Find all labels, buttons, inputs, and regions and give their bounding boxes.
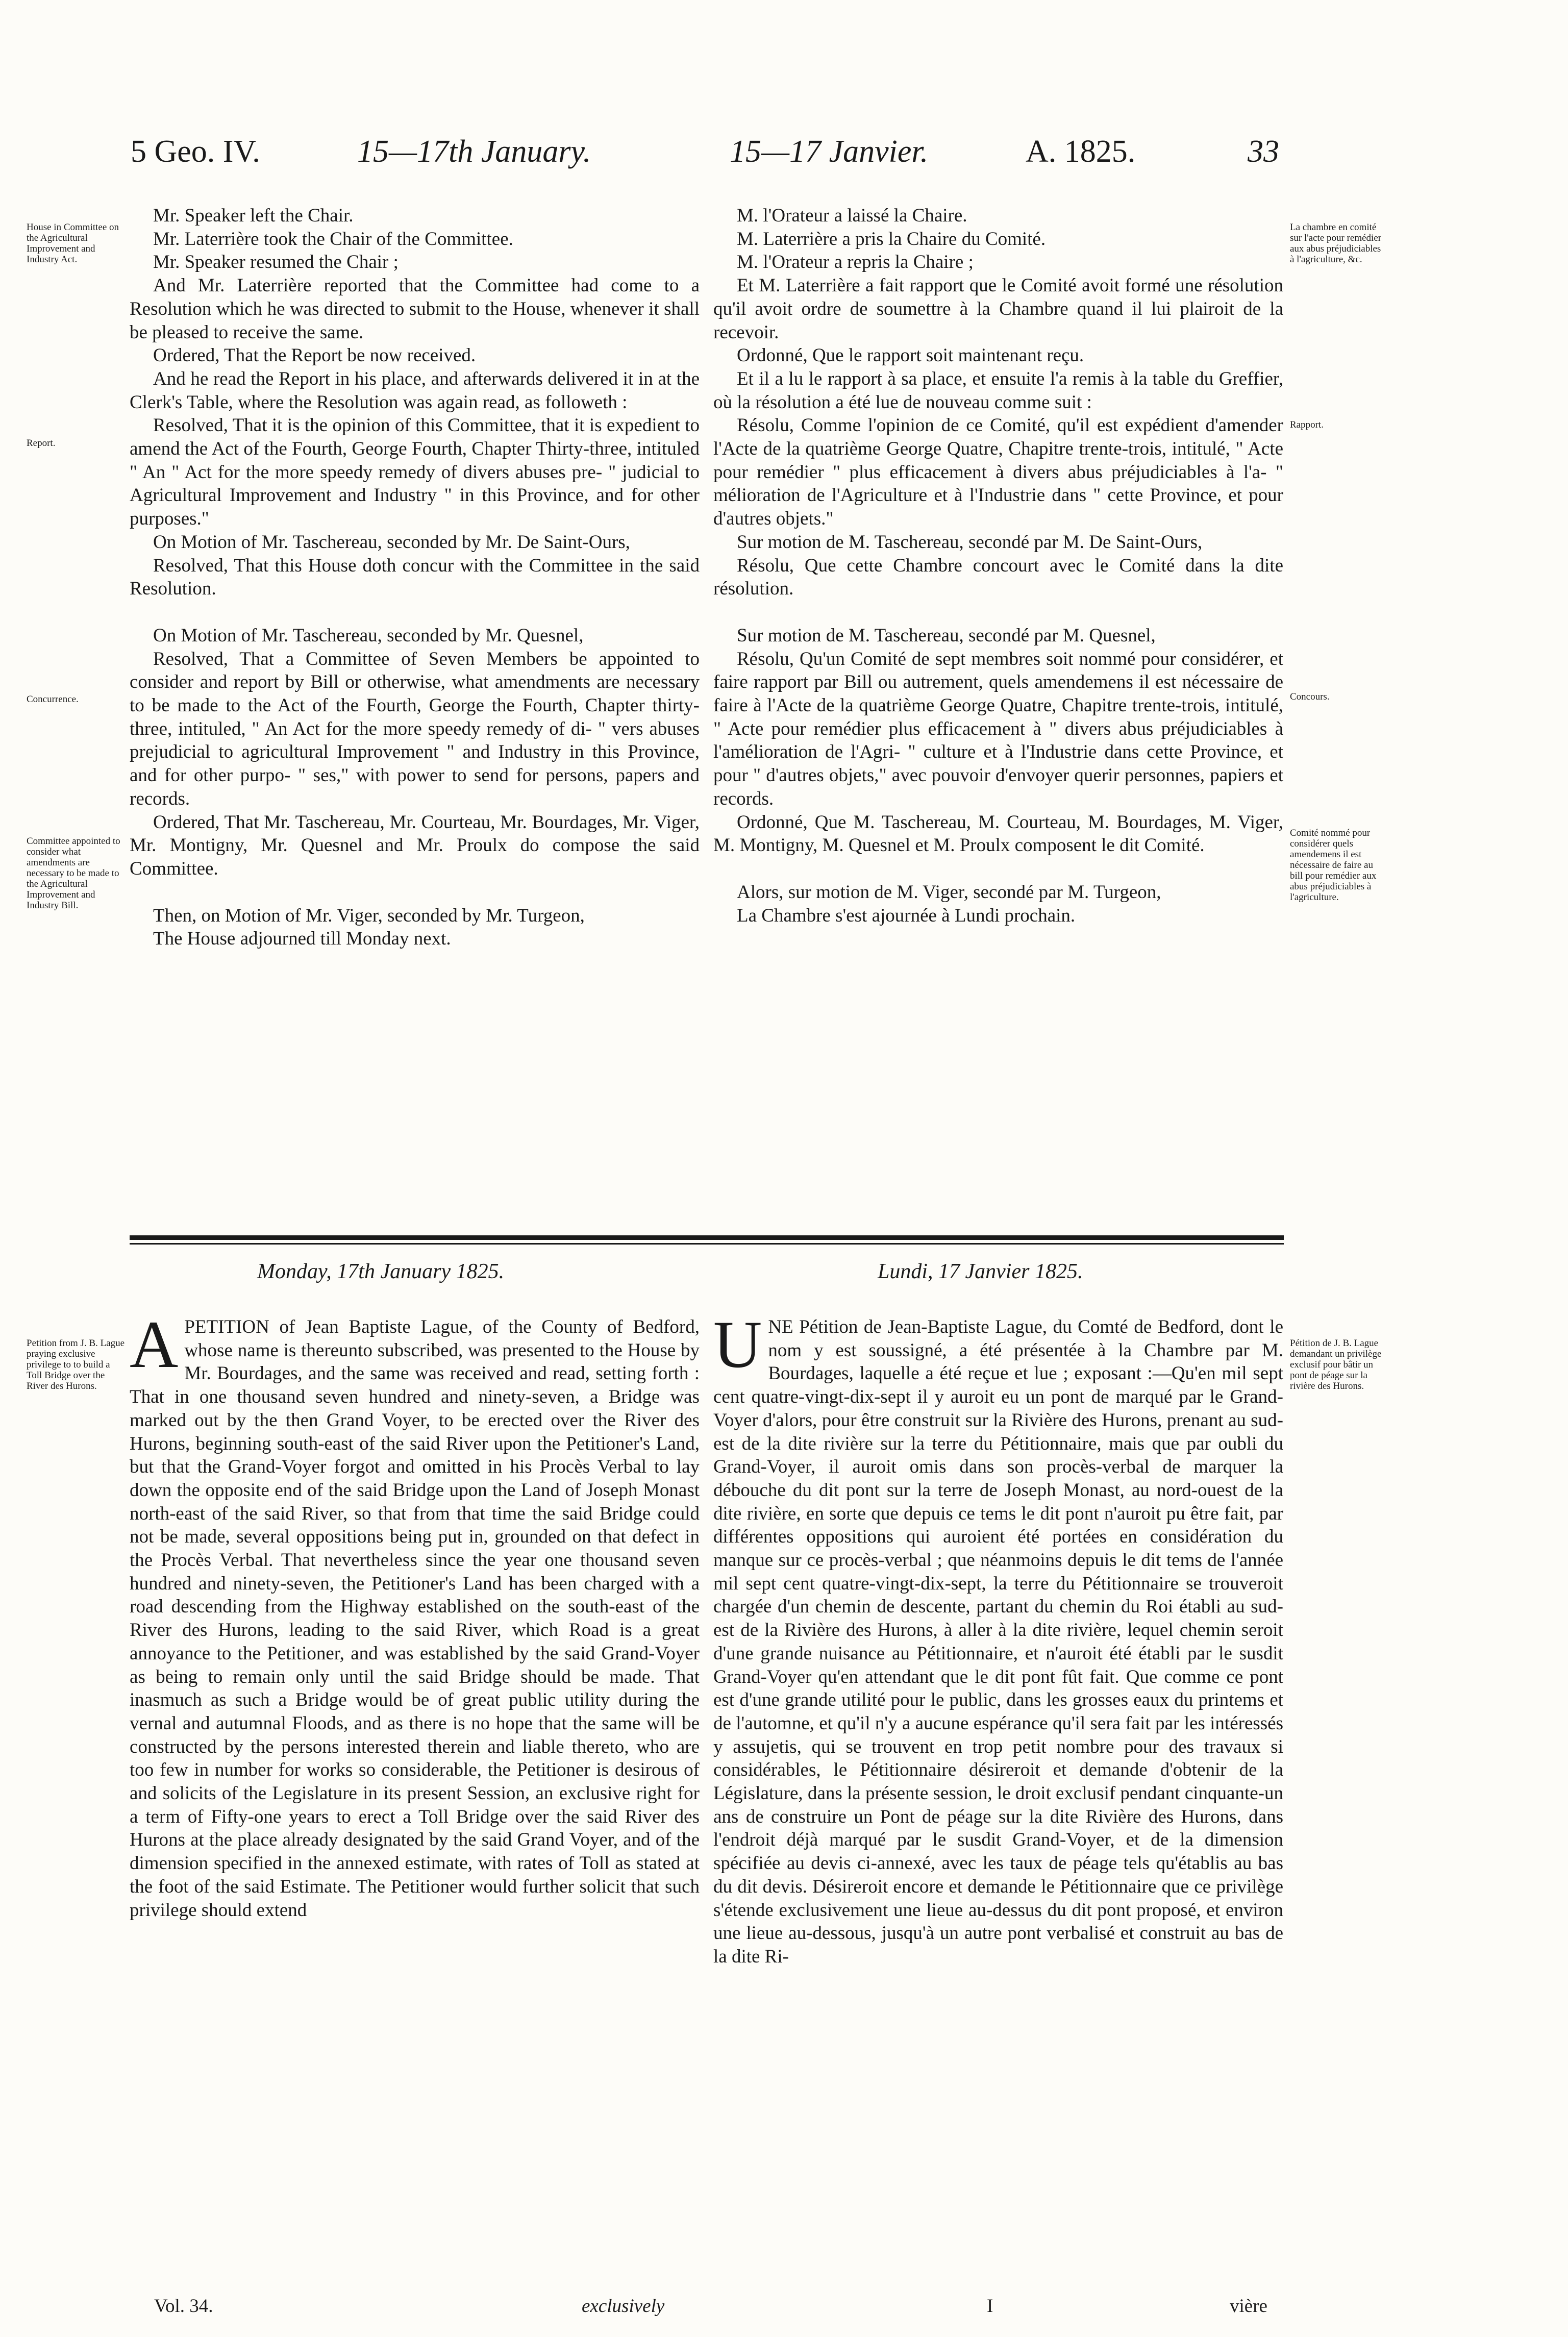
french-paragraph: Résolu, Qu'un Comité de sept membres soit nommé pour considérer, et faire rapport par Bill ou autrement, quels amendemens il est nécessaire de faire à l'Acte de la quatrième George Quatre, Chapitre trente-trois, intitulé, " Acte pour remédier plus efficacement à " divers abus préjudiciables à l'amélioration de l'Agri- " culture et à l'Industrie dans cette Province, et pour " d'autres objets," avec pouvoir d'envoyer querir personnes, papiers et records. <box>713 648 1283 809</box>
english-paragraph: Mr. Speaker resumed the Chair ; <box>153 252 399 273</box>
date-heading-french: Lundi, 17 Janvier 1825. <box>878 1260 1083 1283</box>
french-paragraph: Et il a lu le rapport à sa place, et ensuite l'a remis à la table du Greffier, où la résolution a été lue de nouveau comme suit : <box>713 368 1283 413</box>
french-petition <box>713 1307 1283 1969</box>
french-paragraph: Résolu, Que cette Chambre concourt avec le Comité dans la dite résolution. <box>713 555 1283 600</box>
french-paragraph: La Chambre s'est ajournée à Lundi prochain. <box>737 905 1076 926</box>
margin-note-concurrence-fr: Concours. <box>1290 691 1330 702</box>
french-paragraph: Ordonné, Que le rapport soit maintenant reçu. <box>737 345 1084 366</box>
margin-note-committee-en: House in Committee on the Agricultural Improvement and Industry Act. <box>27 222 119 265</box>
english-paragraph: Ordered, That Mr. Taschereau, Mr. Courteau, Mr. Bourdages, Mr. Viger, Mr. Montigny, Mr. Quesnel and Mr. Proulx do compose the said Committee. <box>130 811 700 879</box>
drop-cap-english: A <box>130 1307 179 1382</box>
french-paragraph: Sur motion de M. Taschereau, secondé par M. De Saint-Ours, <box>737 531 1203 553</box>
english-paragraph: Then, on Motion of Mr. Viger, seconded by Mr. Turgeon, <box>153 905 585 926</box>
french-paragraph: M. l'Orateur a laissé la Chaire. <box>737 205 967 226</box>
header-year: A. 1825. <box>1026 134 1136 169</box>
english-paragraph: And Mr. Laterrière reported that the Committee had come to a Resolution which he was directed to submit to the House, whenever it shall be pleased to receive the same. <box>130 275 700 343</box>
english-paragraph: Resolved, That it is the opinion of this Committee, that it is expedient to amend the Act of the Fourth, George Fourth, Chapter Thirty-three, intituled " An " Act for the more speedy remedy of divers abuses pre- " judicial to Agricultural Improvement and Industry " in this Province, and for other purposes." <box>130 415 700 530</box>
signature-mark: I <box>987 2296 993 2317</box>
french-paragraph: Alors, sur motion de M. Viger, secondé par M. Turgeon, <box>737 881 1161 903</box>
english-paragraph: The House adjourned till Monday next. <box>153 928 451 950</box>
english-paragraph: Mr. Speaker left the Chair. <box>153 205 354 226</box>
margin-note-concurrence-en: Concurrence. <box>27 694 79 705</box>
french-petition-text: NE Pétition de Jean-Baptiste Lague, du Comté de Bedford, dont le nom y est soussigné, a été présentée à la Chambre par M. Bourdages, laquelle a été reçue et lue ; exposant :—Qu'en mil sept cent quatre-vingt-dix-sept il y auroit eu un pont de marqué par le Grand-Voyer d'alors, pour être construit sur la Rivière des Hurons, prenant au sud-est de la dite rivière sur la terre du Pétitionnaire, mais que par oubli du Grand-Voyer, il auroit omis dans son procès-verbal de marquer la débouche du dit pont sur la terre de Joseph Monast, au nord-ouest de la dite rivière, en sorte que depuis ce tems le dit pont n'auroit pu être fait, par différentes oppositions qui auroient été portées en considération du manque sur ce procès-verbal ; que néanmoins depuis le dit tems de l'année mil sept cent quatre-vingt-dix-sept, la terre du Pétitionnaire se trouveroit chargée d'un chemin de descente, partant du chemin du Roi établi au sud-est de la Rivière des Hurons, à aller à la dite rivière, lequel chemin seroit d'une grande nuisance au Pétitionnaire, et n'auroit été établi par le susdit Grand-Voyer qu'en attendant que le dit pont fût fait. Que comme ce pont est d'une grande utilité pour le public, dans les grosses eaux du printems et de l'automne, et qu'il n'y a aucune espérance qu'il sera fait par les intéressés y assujetis, qui se trouvent en trop petit nombre pour des travaux si considérables, le Pétitionnaire désireroit et demande d'obtenir de la Législature, dans la présente session, le droit exclusif pendant cinquante-un ans de construire un Pont de péage sur la dite Rivière des Hurons, dans l'endroit déjà marqué par le susdit Grand-Voyer, et de la dimension spécifiée au devis ci-annexé, avec les taux de péage tels qu'établis au bas du dit devis. Désireroit encore et demande le Pétitionnaire que ce privilège s'étende exclusivement une lieue au-dessus du dit pont proposé, et environ une lieue au-dessous, jusqu'à un autre pont verbalisé et construit au bas de la dite Ri- <box>713 1316 1283 1967</box>
english-proceedings <box>130 204 700 951</box>
english-paragraph: Resolved, That this House doth concur with the Committee in the said Resolution. <box>130 555 700 600</box>
margin-note-committee-appointed-en: Committee appointed to consider what amendments are necessary to be made to the Agricultural Improvement and Industry Bill. <box>27 836 120 911</box>
english-petition <box>130 1307 700 1922</box>
margin-note-report-fr: Rapport. <box>1290 419 1324 430</box>
header-dates-english: 15—17th January. <box>357 134 591 169</box>
margin-note-petition-fr: Pétition de J. B. Lague demandant un privilège exclusif pour bâtir un pont de péage sur la rivière des Hurons. <box>1290 1338 1382 1391</box>
french-paragraph: Et M. Laterrière a fait rapport que le Comité avoit formé une résolution qu'il avoit ordre de soumettre à la Chambre quand il lui plairoit de la recevoir. <box>713 275 1283 343</box>
english-paragraph: On Motion of Mr. Taschereau, seconded by Mr. De Saint-Ours, <box>153 531 630 553</box>
english-paragraph: On Motion of Mr. Taschereau, seconded by Mr. Quesnel, <box>153 625 584 646</box>
header-dates-french: 15—17 Janvier. <box>730 134 929 169</box>
margin-note-report-en: Report. <box>27 438 56 449</box>
section-divider-thin <box>130 1243 1284 1245</box>
margin-note-petition-en: Petition from J. B. Lague praying exclusive privilege to to build a Toll Bridge over the River des Hurons. <box>27 1338 125 1391</box>
english-paragraph: Resolved, That a Committee of Seven Members be appointed to consider and report by Bill or otherwise, what amendments are necessary to be made to the Act of the Fourth, George the Fourth, Chapter thirty-three, intituled, " An Act for the more speedy remedy of di- " vers abuses prejudicial to agricultural Improvement " and Industry in this Province, and for other purpo- " ses," with power to send for persons, papers and records. <box>130 648 700 809</box>
french-paragraph: Sur motion de M. Taschereau, secondé par M. Quesnel, <box>737 625 1156 646</box>
catchword-english: exclusively <box>582 2296 665 2317</box>
drop-cap-french: U <box>713 1307 762 1382</box>
margin-note-committee-fr: La chambre en comité sur l'acte pour remédier aux abus préjudiciables à l'agriculture, &c. <box>1290 222 1382 265</box>
english-paragraph: Mr. Laterrière took the Chair of the Committee. <box>153 228 513 250</box>
english-paragraph: Ordered, That the Report be now received. <box>153 345 476 366</box>
volume-mark: Vol. 34. <box>154 2296 213 2317</box>
french-paragraph: Résolu, Comme l'opinion de ce Comité, qu'il est expédient d'amender l'Acte de la quatrième George Quatre, Chapitre trente-trois, intitulé, " Acte pour remédier " plus efficacement à divers abus préjudiciables à l'a- " mélioration de l'Agriculture et à l'Industrie dans " cette Province, et pour d'autres objets." <box>713 415 1283 530</box>
english-paragraph: And he read the Report in his place, and afterwards delivered it in at the Clerk's Table, where the Resolution was again read, as followeth : <box>130 368 700 413</box>
french-paragraph: M. Laterrière a pris la Chaire du Comité. <box>737 228 1046 250</box>
header-reign: 5 Geo. IV. <box>131 134 260 169</box>
date-heading-english: Monday, 17th January 1825. <box>257 1260 505 1283</box>
french-paragraph: M. l'Orateur a repris la Chaire ; <box>737 252 974 273</box>
catchword-french: vière <box>1230 2296 1267 2317</box>
french-proceedings <box>713 204 1283 927</box>
french-paragraph: Ordonné, Que M. Taschereau, M. Courteau, M. Bourdages, M. Viger, M. Montigny, M. Quesnel et M. Proulx composent le dit Comité. <box>713 811 1283 856</box>
section-divider-thick <box>130 1235 1284 1240</box>
page-number: 33 <box>1248 134 1279 169</box>
margin-note-committee-appointed-fr: Comité nommé pour considérer quels amendemens il est nécessaire de faire au bill pour remédier aux abus préjudiciables à l'agriculture. <box>1290 828 1377 903</box>
english-petition-text: PETITION of Jean Baptiste Lague, of the County of Bedford, whose name is thereunto subscribed, was presented to the House by Mr. Bourdages, and the same was received and read, setting forth : That in one thousand seven hundred and ninety-seven, a Bridge was marked out by the then Grand Voyer, to be erected over the River des Hurons, beginning south-east of the said River upon the Petitioner's Land, but that the Grand-Voyer forgot and omitted in his Procès Verbal to lay down the opposite end of the said Bridge upon the Land of Joseph Monast north-east of the said River, so that from that time the said Bridge could not be made, several oppositions being put in, grounded on that defect in the Procès Verbal. That nevertheless since the year one thousand seven hundred and ninety-seven, the Petitioner's Land has been charged with a road descending from the Highway established on the south-east of the River des Hurons, leading to the said River, which Road is a great annoyance to the Petitioner, and was established by the said Grand-Voyer as being to remain only until the said Bridge should be made. That inasmuch as such a Bridge would be of great public utility during the vernal and autumnal Floods, and as there is no hope that the same will be constructed by the persons interested therein and liable thereto, who are too few in number for works so considerable, the Petitioner is desirous of and solicits of the Legislature in its present Session, an exclusive right for a term of Fifty-one years to erect a Toll Bridge over the said River des Hurons at the place already designated by the said Grand Voyer, and of the dimension specified in the annexed estimate, with rates of Toll as stated at the foot of the said Estimate. The Petitioner would further solicit that such privilege should extend <box>130 1316 700 1921</box>
